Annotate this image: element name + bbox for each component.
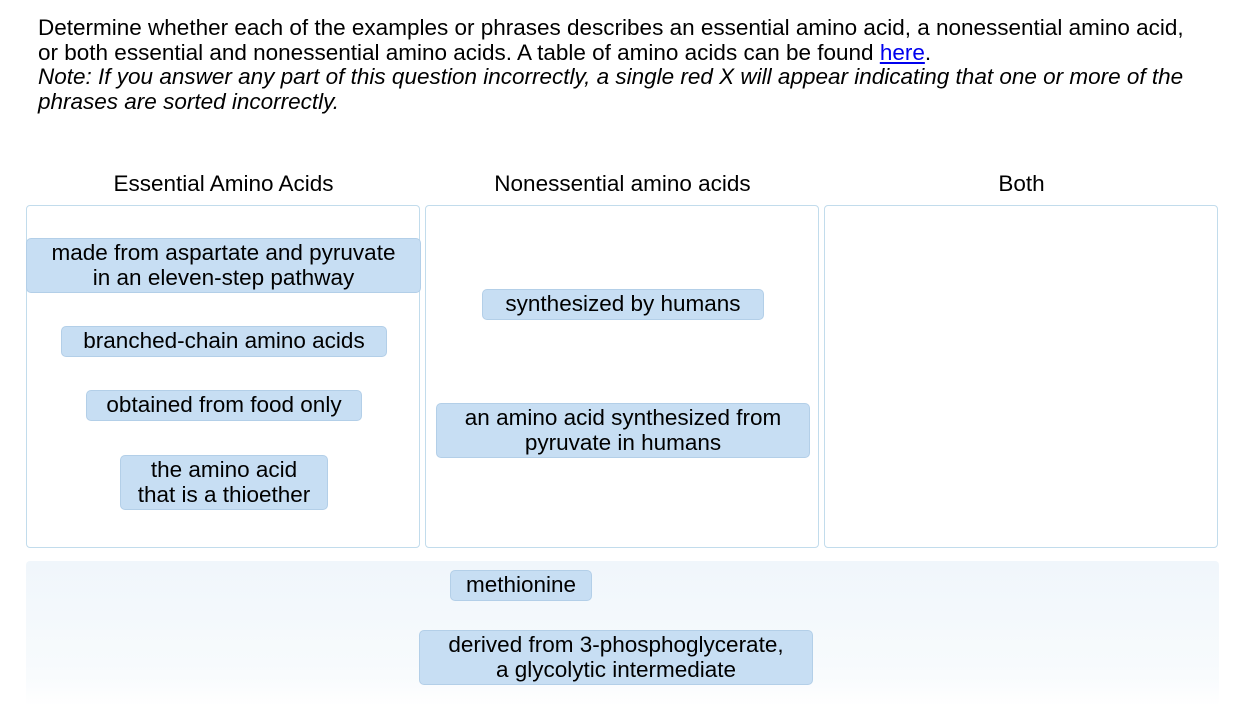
note-label: Note: — [38, 64, 92, 89]
draggable-phrase[interactable] — [436, 403, 810, 458]
draggable-phrase[interactable] — [419, 630, 813, 685]
phrase-line: made from aspartate and pyruvate — [51, 240, 396, 265]
phrase-line: methionine — [465, 572, 577, 597]
draggable-phrase[interactable] — [450, 570, 592, 601]
both-drop-zone[interactable] — [824, 205, 1218, 548]
nonessential-drop-zone[interactable] — [425, 205, 819, 548]
instructions-period: . — [924, 39, 932, 65]
essential-column-header: Essential Amino Acids — [113, 171, 334, 196]
phrase-line: obtained from food only — [106, 392, 342, 417]
phrase-line: synthesized by humans — [505, 291, 741, 316]
amino-acid-table-link[interactable]: here — [879, 39, 925, 65]
draggable-phrase[interactable] — [61, 326, 387, 357]
phrase-line: pyruvate in humans — [524, 429, 722, 455]
phrase-line: an amino acid synthesized from — [464, 405, 782, 430]
draggable-phrase[interactable] — [26, 238, 421, 293]
draggable-phrase[interactable] — [482, 289, 764, 320]
phrase-line: a glycolytic intermediate — [495, 656, 737, 682]
draggable-phrase[interactable] — [86, 390, 362, 421]
nonessential-column-header: Nonessential amino acids — [494, 171, 751, 196]
both-column-header: Both — [998, 171, 1045, 196]
phrase-line: branched-chain amino acids — [83, 328, 365, 353]
draggable-phrase[interactable] — [120, 455, 328, 510]
phrase-line: in an eleven-step pathway — [92, 264, 355, 290]
note-text: If you answer any part of this question incorrectly, a single red X will appear indicating that one or more of the phrases are sorted incorrectly. — [38, 64, 1184, 114]
instructions — [38, 16, 1198, 114]
phrase-line: that is a thioether — [137, 481, 311, 507]
phrase-line: derived from 3-phosphoglycerate, — [448, 632, 784, 657]
phrase-line: the amino acid — [150, 457, 298, 482]
instructions-text: Determine whether each of the examples or phrases describes an essential amino acid, a nonessential amino acid, or both essential and nonessential amino acids. A table of amino acids can be found — [38, 15, 1184, 65]
